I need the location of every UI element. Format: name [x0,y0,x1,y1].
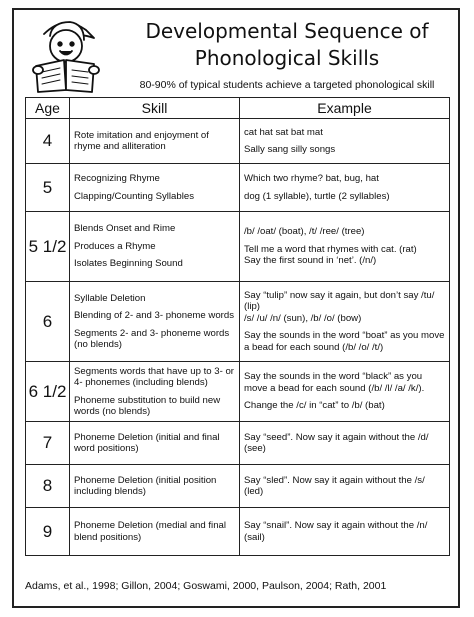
age-header: Age [26,98,70,119]
skill-item: Phoneme Deletion (initial and final word positions) [74,431,220,454]
example-item: Sally sang silly songs [244,144,336,155]
citation: Adams, et al., 1998; Gillon, 2004; Goswami, 2000, Paulson, 2004; Rath, 2001 [25,580,387,592]
example-item: /b/ /oat/ (boat), /t/ /ree/ (tree) [244,226,365,238]
example-cell [240,212,450,282]
example-cell [240,465,450,508]
skill-cell [70,465,240,508]
example-cell [240,422,450,465]
example-item: Change the /c/ in “cat” to /b/ (bat) [244,400,385,412]
example-item: Say “snail”. Now say it again without the /n/ (sail) [244,520,428,543]
example-item: Which two rhyme? bat, bug, hat [244,173,379,184]
example-item: Say the sounds in the word “black” as you move a bead for each sound (/b/ /l/ /a/ /k/). [244,371,425,394]
example-item: Say “sled”. Now say it again without the /s/ (led) [244,474,425,497]
example-item: Say “tulip” now say it again, but don’t say /tu/ (lip) /s/ /u/ /n/ (sun), /b/ /o/ (bow) [244,289,435,324]
skill-item: Recognizing Rhyme [74,173,160,184]
table-row [26,212,450,282]
title-line-2: Phonological Skills [194,46,380,70]
skill-item: Blends Onset and Rime [74,223,176,235]
skill-item: Isolates Beginning Sound [74,258,183,270]
age-cell: 5 [26,164,70,212]
skill-cell [70,508,240,556]
table-row [26,422,450,465]
skill-cell [70,362,240,422]
title-line-1: Developmental Sequence of [145,19,429,43]
age-cell: 5 1/2 [26,212,70,282]
table-row [26,282,450,362]
example-item: dog (1 syllable), turtle (2 syllables) [244,190,390,202]
example-cell [240,362,450,422]
example-cell [240,119,450,164]
example-cell [240,164,450,212]
example-header: Example [240,98,450,119]
skill-item: Phoneme Deletion (initial position including blends) [74,474,217,497]
skill-cell [70,119,240,164]
age-cell: 4 [26,119,70,164]
skill-item: Phoneme substitution to build new words (no blends) [74,394,221,417]
table-row [26,508,450,556]
age-cell: 9 [26,508,70,556]
skill-item: Clapping/Counting Syllables [74,190,194,202]
skill-item: Blending of 2- and 3- phoneme words [74,310,234,321]
skill-item: Segments 2- and 3- phoneme words (no blends) [74,327,230,350]
table-row [26,164,450,212]
reading-kid-icon [26,14,106,94]
example-item: Say “seed”. Now say it again without the /d/ (see) [244,431,429,454]
example-item: cat hat sat bat mat [244,126,323,138]
skill-item: Produces a Rhyme [74,240,156,252]
page-title [112,18,462,72]
header-row [26,98,450,119]
age-cell: 7 [26,422,70,465]
skills-table [25,97,450,556]
skill-cell [70,212,240,282]
example-cell [240,508,450,556]
table-row [26,465,450,508]
skill-item: Segments words that have up to 3- or 4- phonemes (including blends) [74,365,234,388]
example-cell [240,282,450,362]
skill-item: Phoneme Deletion (medial and final blend positions) [74,520,226,543]
skill-cell [70,422,240,465]
example-item: Say the sounds in the word “boat” as you move a bead for each sound (/b/ /o/ /t/) [244,330,445,353]
table-row [26,362,450,422]
skill-cell [70,282,240,362]
skill-header: Skill [70,98,240,119]
age-cell: 6 [26,282,70,362]
age-cell: 6 1/2 [26,362,70,422]
example-item: Tell me a word that rhymes with cat. (rat) Say the first sound in ‘net’. (/n/) [244,243,417,267]
age-cell: 8 [26,465,70,508]
skill-item: Rote imitation and enjoyment of rhyme and alliteration [74,129,209,152]
skill-cell [70,164,240,212]
table-row [26,119,450,164]
subtitle: 80-90% of typical students achieve a targeted phonological skill [139,79,435,91]
skill-item: Syllable Deletion [74,292,146,304]
